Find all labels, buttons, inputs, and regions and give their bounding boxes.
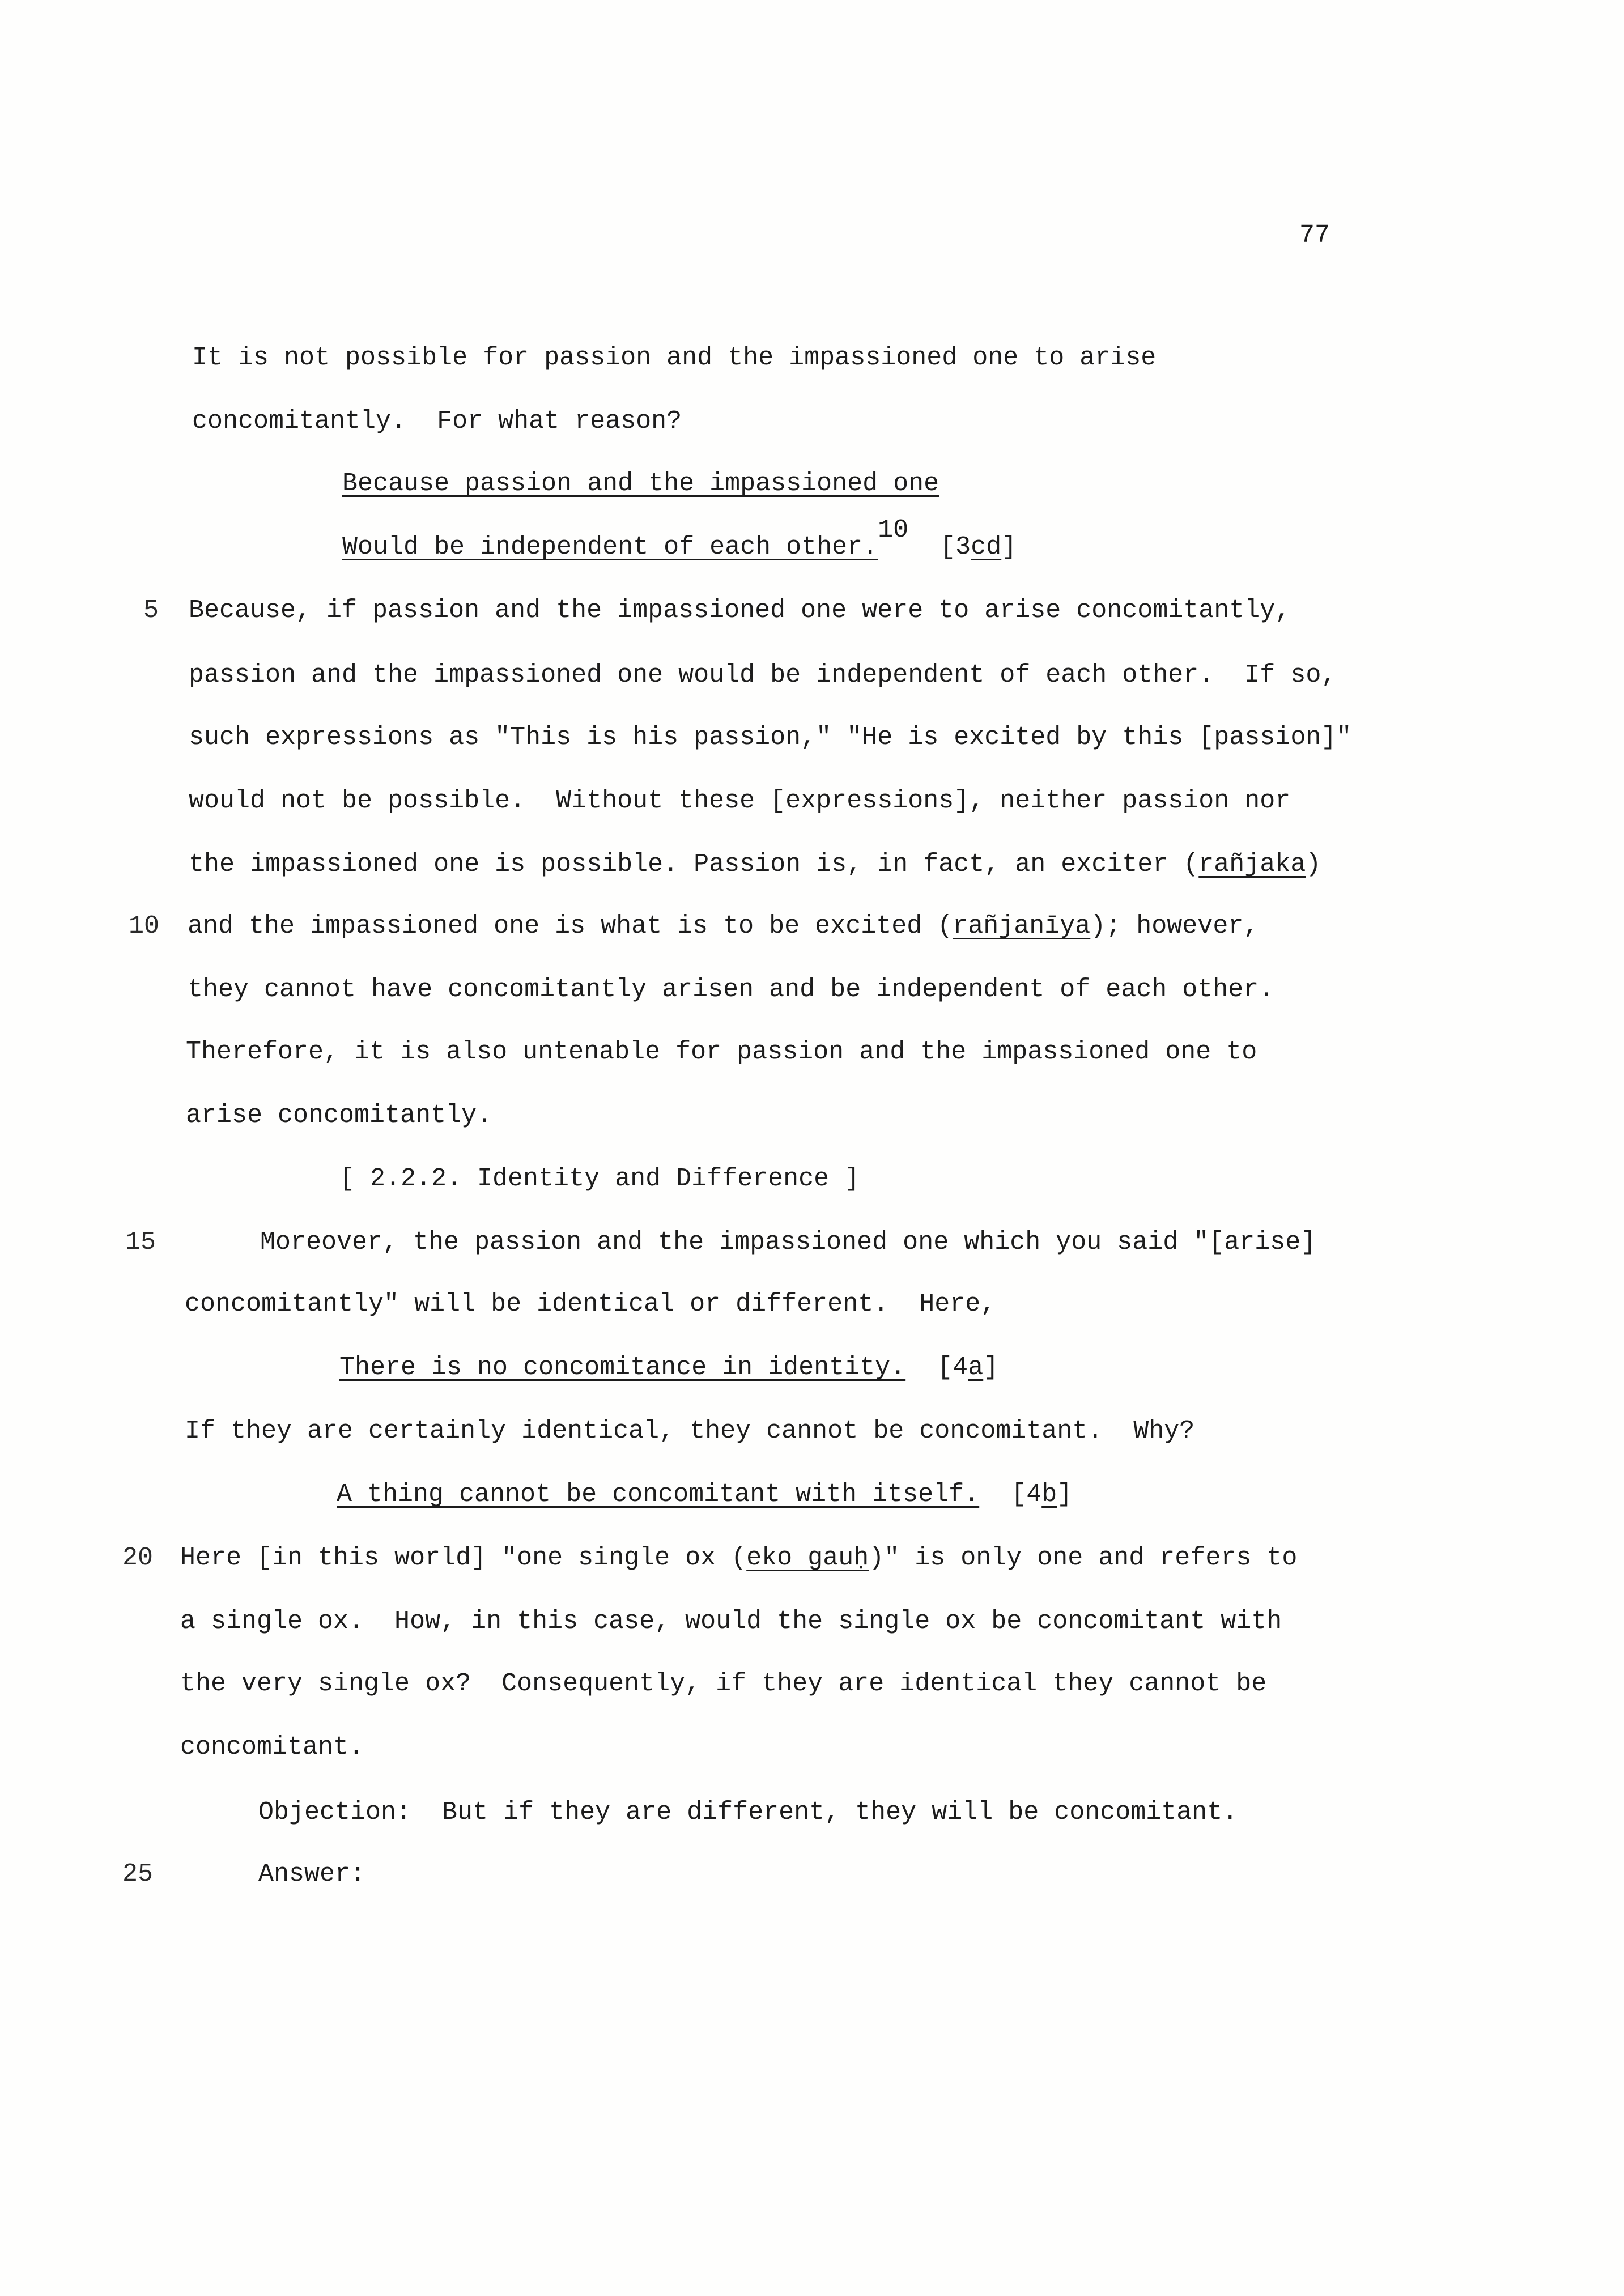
line-number: 5 bbox=[143, 596, 159, 625]
verse-text: There is no concomitance in identity. bbox=[339, 1353, 906, 1382]
body-line: a single ox. How, in this case, would the single ox be concomitant with bbox=[180, 1607, 1282, 1636]
verse-reference-close: ] bbox=[1057, 1480, 1073, 1509]
verse-reference bbox=[937, 1353, 998, 1382]
verse-reference-open: [4 bbox=[1011, 1480, 1042, 1509]
body-line bbox=[180, 1541, 1297, 1575]
verse-reference-open: [4 bbox=[937, 1353, 968, 1382]
verse-reference-pada: cd bbox=[971, 533, 1002, 562]
body-text: ) bbox=[1306, 850, 1321, 879]
verse-reference-pada: a bbox=[968, 1353, 984, 1382]
verse-line bbox=[342, 516, 1017, 564]
body-text: ); however, bbox=[1090, 912, 1259, 941]
body-line: they cannot have concomitantly arisen and be independent of each other. bbox=[188, 975, 1274, 1004]
body-line: It is not possible for passion and the impassioned one to arise bbox=[192, 343, 1157, 372]
body-line bbox=[189, 848, 1321, 882]
body-text: the impassioned one is possible. Passion is, in fact, an exciter ( bbox=[189, 850, 1199, 879]
line-number: 25 bbox=[122, 1860, 154, 1889]
body-line: Because, if passion and the impassioned one were to arise concomitantly, bbox=[189, 596, 1291, 625]
body-line: arise concomitantly. bbox=[186, 1101, 492, 1130]
body-line: concomitantly" will be identical or different. Here, bbox=[185, 1290, 996, 1319]
objection-line: Objection: But if they are different, they will be concomitant. bbox=[258, 1798, 1238, 1827]
body-line: such expressions as "This is his passion," "He is excited by this [passion]" bbox=[189, 723, 1352, 752]
verse-line: Because passion and the impassioned one bbox=[342, 469, 939, 498]
line-number: 15 bbox=[125, 1228, 156, 1257]
answer-line: Answer: bbox=[258, 1860, 366, 1889]
body-line: concomitantly. For what reason? bbox=[192, 407, 682, 436]
verse-text: A thing cannot be concomitant with itself. bbox=[337, 1480, 980, 1509]
body-line bbox=[188, 909, 1259, 943]
body-line: If they are certainly identical, they cannot be concomitant. Why? bbox=[185, 1417, 1195, 1445]
verse-reference-close: ] bbox=[1001, 533, 1017, 562]
page-number: 77 bbox=[1299, 221, 1330, 250]
verse-reference bbox=[1011, 1480, 1072, 1509]
verse-reference-open: [3 bbox=[940, 533, 971, 562]
sanskrit-term: eko gauḥ bbox=[746, 1544, 869, 1572]
body-line: Therefore, it is also untenable for passion and the impassioned one to bbox=[186, 1038, 1257, 1066]
body-line: would not be possible. Without these [expressions], neither passion nor bbox=[189, 786, 1291, 815]
body-line: the very single ox? Consequently, if they are identical they cannot be bbox=[180, 1669, 1267, 1698]
body-line: concomitant. bbox=[180, 1733, 364, 1762]
verse-reference bbox=[940, 533, 1017, 562]
verse-line bbox=[339, 1351, 998, 1385]
sanskrit-term: rañjaka bbox=[1198, 850, 1306, 879]
verse-reference-pada: b bbox=[1041, 1480, 1057, 1509]
body-text: Here [in this world] "one single ox ( bbox=[180, 1544, 747, 1572]
verse-text: Would be independent of each other. bbox=[342, 533, 878, 562]
body-line: Moreover, the passion and the impassioned one which you said "[arise] bbox=[260, 1228, 1316, 1257]
verse-line bbox=[337, 1478, 1072, 1512]
verse-reference-close: ] bbox=[983, 1353, 999, 1382]
section-heading: [ 2.2.2. Identity and Difference ] bbox=[339, 1164, 860, 1193]
body-line: passion and the impassioned one would be independent of each other. If so, bbox=[189, 661, 1337, 690]
line-number: 20 bbox=[122, 1544, 154, 1572]
body-text: )" is only one and refers to bbox=[869, 1544, 1298, 1572]
footnote-marker: 10 bbox=[878, 516, 909, 545]
line-number: 10 bbox=[129, 912, 160, 941]
sanskrit-term: rañjanīya bbox=[953, 912, 1091, 941]
body-text: and the impassioned one is what is to be excited ( bbox=[188, 912, 953, 941]
